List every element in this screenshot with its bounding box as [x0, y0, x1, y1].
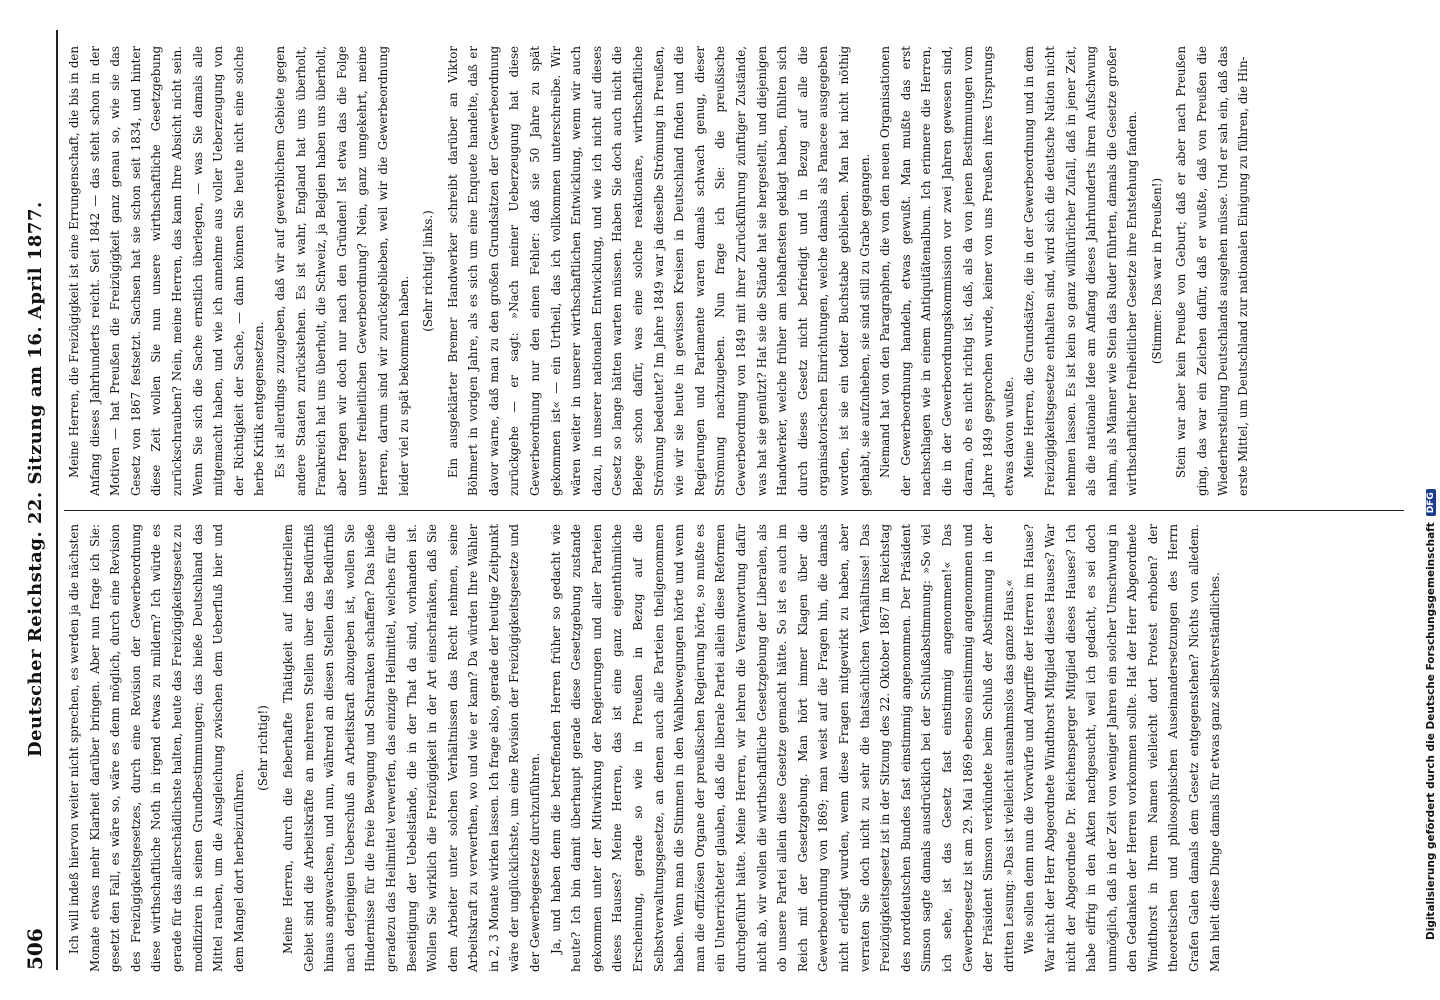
paragraph: Wie sollen denn nun die Vorwürfe und Angriffe der Herren im Hause? War nicht der Herr Abgeordnete Windthorst Mitglied dieses Hauses? War nicht der Abgeordnete Dr. Reichensperger Mitglied dieses Hauses? Ich habe eifrig in den Akten nachgesucht, weil ich gedacht, es sei doch unmöglich, daß in der Zeit von weniger Jahren ein solcher Umschwung in den Gedanken der Herren vorkommen sollte. Hat der Herr Abgeordnete Windthorst in Ihrem Namen vielleicht dort Protest erhoben? der theoretischen und philosophischen Auseinandersetzungen des Herrn Grafen Galen damals dem Gesetz entgegenstehen? Nichts von alledem. Man hielt diese Dinge damals für etwas ganz selbstverständliches. [1022, 524, 1222, 972]
paragraph: Ein ausgeklärter Bremer Handwerker schreibt darüber an Viktor Böhmert in vorigen Jahre, als es sich um eine Enquete handelte, daß er davor warne, daß man zu den großen Grundsätzen der Gewerbeordnung zurückgehe — er sagt: »Nach meiner Ueberzeugung hat diese Gewerbeordnung nur den einen Fehler: daß sie 50 Jahre zu spät gekommen ist« — ein Urtheil, das ich vollkommen unterschreibe. Wir wären weiter in unserer wirthschaftlichen Entwicklung, wenn wir auch dazu, in unserer nationalen Entwicklung, und wie ich nicht auf dieses Gesetz so lange hätten warten müssen. Haben Sie doch auch nicht die Belege schon dafür, was eine solche reaktionäre, wirthschaftliche Strömung bedeutet? Im Jahre 1849 war ja dieselbe Strömung in Preußen, wie wir sie heute in gewissen Kreisen in Deutschland finden und die Regierungen und Parlamente waren damals schwach genug, dieser Strömung nachzugeben. Nun frage ich Sie: die preußische Gewerbeordnung von 1849 mit ihrer Zurückführung zünftiger Zustände, was hat sie genützt? Hat sie die Stände hat sie hergestellt, und diejenigen Handwerker, welche früher am lebhaftesten geklagt haben, fühlten sich durch dieses Gesetz nicht befriedigt und in Bezug auf alle die organisatorischen Einrichtungen, welche damals als Panacee ausgegeben worden, ist sie ein todter Buchstabe geblieben. Man hat nicht nöthig gehabt, sie aufzuheben, sie sind still zu Grabe gegangen. [445, 46, 872, 496]
dfg-logo: DFG [1426, 489, 1436, 516]
interjection: (Sehr richtig!) [256, 705, 271, 791]
scanned-page [10, 10, 1410, 990]
digitization-note-text: Digitalisierung gefördert durch die Deutsche Forschungsgemeinschaft [1425, 522, 1437, 940]
page-number: 506 [23, 928, 47, 970]
digitization-note [1408, 40, 1437, 940]
interjection: (Stimme: Das war in Preußen!) [1149, 177, 1164, 365]
paragraph: Ja, und haben denn die betreffenden Herren früher so gedacht wie heute? Ich bin damit überhaupt gerade diese Gesetzgebung zustande gekommen unter der Mitwirkung der Regierungen und aller Parteien dieses Hauses? Meine Herren, das ist eine ganz eigenthümliche Erscheinung, gerade so wie in Preußen in Bezug auf die Selbstverwaltungsgesetze, an denen auch alle Parteien theilgenommen haben. Wenn man die Stimmen in den Wahlbewegungen hörte und wenn man die offiziösen Organe der preußischen Regierung hörte, so mußte es ein Unterrichteter glauben, daß die liberale Partei allein diese Reformen durchgeführt hätte. Meine Herren, wir lehren die Verantwortung dafür nicht ab, wir wollen die wirthschaftliche Gesetzgebung der Liberalen, als ob unsere Partei allein diese Gesetze gemacht hätte. So ist es auch im Reich mit der Gesetzgebung. Man hört immer Klagen über die Gewerbeordnung von 1869; man weist auf die Fragen hin, die damals nicht erledigt wurden, wenn diese Fragen mitgewirkt zu haben, aber verraten Sie doch nicht zu sehr die thatsächlichen Verhältnisse! Das Freizügigkeitsgesetz ist in der Sitzung des 22. Oktober 1867 im Reichstag des norddeutschen Bundes fast einstimmig angenommen. Der Präsident Simson sagte damals ausdrücklich bei der Schlußabstimmung: »So viel ich sehe, ist das Gesetz fast einstimmig angenommen!« Das Gewerbegesetz ist am 29. Mai 1869 ebenso einstimmig angenommen und der Präsident Simson verkündete beim Schluß der Abstimmung in der dritten Lesung: »Das ist vielleicht ausnahmslos das ganze Haus.« [548, 524, 1016, 972]
right-column [64, 46, 1404, 496]
column-divider [64, 510, 1404, 511]
left-column [64, 524, 1404, 972]
paragraph: Stein war aber kein Preuße von Geburt; daß er aber nach Preußen ging, das war ein Zeichen dafür, daß er wußte, daß von Preußen die Wiederherstellung Deutschlands ausgehen müsse. Und er sah ein, daß das erste Mittel, um Deutschland zur nationalen Einigung zu führen, die Hin- [1174, 46, 1251, 496]
paragraph: Niemand hat von den Paragraphen, die von den neuen Organisationen der Gewerbeordnung handeln, etwas gewußt. Man mußte das erst nachschlagen wie in einem Antiquitätenalbum. Ich erinnere die Herren, die in der Gewerbeordnungskommission vor zwei Jahren gewesen sind, daran, ob es nicht richtig ist, daß, als da von jenen Bestimmungen vom Jahre 1849 gesprochen wurde, keiner von uns Preußen ihres Ursprungs etwas davon wußte. [878, 46, 1016, 496]
header-rule [56, 30, 58, 970]
interjection: (Sehr richtig! links.) [421, 210, 436, 332]
page-title: Deutscher Reichstag. 22. Sitzung am 16. April 1877. [24, 201, 46, 758]
paragraph: Meine Herren, durch die fieberhafte Thätigkeit auf industriellem Gebiet sind die Arbeitskräfte an mehreren Stellen über das Bedürfniß hinaus angewachsen, und nun, während an diesen Stellen das Bedürfniß nach derjenigen Ueberschuß an Arbeitskraft abzugeben ist, wollen Sie Hindernisse für die freie Bewegung und Schranken schaffen? Das hieße geradezu das Heilmittel verwerfen, das einzige Heilmittel, welches für die Beseitigung der Uebelstände, die in der That da sind, vorhanden ist. Wollen Sie wirklich die Freizügigkeit in der Art einschränken, daß Sie dem Arbeiter unter solchen Verhältnissen das Recht nehmen, seine Arbeitskraft zu verwerthen, wo und wie er kann? Da würden Ihre Wähler in 2, 3 Monate wirken lassen. Ich frage also, gerade der heutige Zeitpunkt wäre der unglücklichste, um eine Revision der Freizügigkeitsgesetze und der Gewerbegesetze durchzuführen. [280, 524, 543, 972]
paragraph: Ich will indeß hiervon weiter nicht sprechen, es werden ja die nächsten Monate etwas mehr Klarheit darüber bringen. Aber nun frage ich Sie: gesetzt den Fall, es wäre so, wäre es denn möglich, durch eine Revision des Freizügigkeitsgesetzes, durch eine Revision der Gewerbeordnung diese wirthschaftliche Noth in irgend etwas zu mildern? Ich würde es gerade für das allerschädlichste halten, heute das Freizügigkeitsgesetz zu modifiziren in seinen Grundbestimmungen; das hieße Deutschland das Mittel rauben, um die Ausgleichung zwischen dem Ueberfluß hier und dem Mangel dort herbeizuführen. [67, 524, 246, 972]
paragraph: Meine Herren, die Grundsätze, die in der Gewerbeordnung und in dem Freizügigkeitsgesetze enthalten sind, wird sich die deutsche Nation nicht nehmen lassen. Es ist kein so ganz willkürlicher Zufall, daß in jener Zeit, als die nationale Idee am Anfang dieses Jahrhunderts ihren Aufschwung nahm, als Männer wie Stein das Ruder führten, damals die Gesetze großer wirthschaftlicher freiheitlicher Gesetze ihre Entstehung fanden. [1022, 46, 1140, 496]
page-header [18, 30, 52, 970]
paragraph: Es ist allerdings zuzugeben, daß wir auf gewerblichem Gebiete gegen andere Staaten zurückstehen. Es ist wahr, England hat uns überholt, Frankreich hat uns überholt, die Schweiz, ja Belgien haben uns überholt, aber fragen wir doch nur nach den Gründen! Ist etwa das die Folge unserer freiheitlichen Gewerbeordnung? Nein, ganz umgekehrt, meine Herren, darum sind wir zurückgeblieben, weil wir die Gewerbeordnung leider viel zu spät bekommen haben. [272, 46, 411, 496]
paragraph: Meine Herren, die Freizügigkeit ist eine Errungenschaft, die bis in den Anfang dieses Jahrhunderts reicht. Seit 1842 — das steht schon in der Motiven — hat Preußen die Freizügigkeit ganz genau so, wie sie das Gesetz von 1867 festsetzt. Sachsen hat sie schon seit 1834, und hinter diese Zeit wollen Sie nun unsere wirthschaftliche Gesetzgebung zurückschrauben? Nein, meine Herren, das kann Ihre Absicht nicht sein. Wenn Sie sich die Sache ernstlich überlegen, — was Sie damals alle mitgemacht haben, und wie ich annehme aus voller Ueberzeugung von der Richtigkeit der Sache, — dann können Sie heute nicht eine solche herbe Kritik entgegensetzen. [67, 46, 267, 496]
